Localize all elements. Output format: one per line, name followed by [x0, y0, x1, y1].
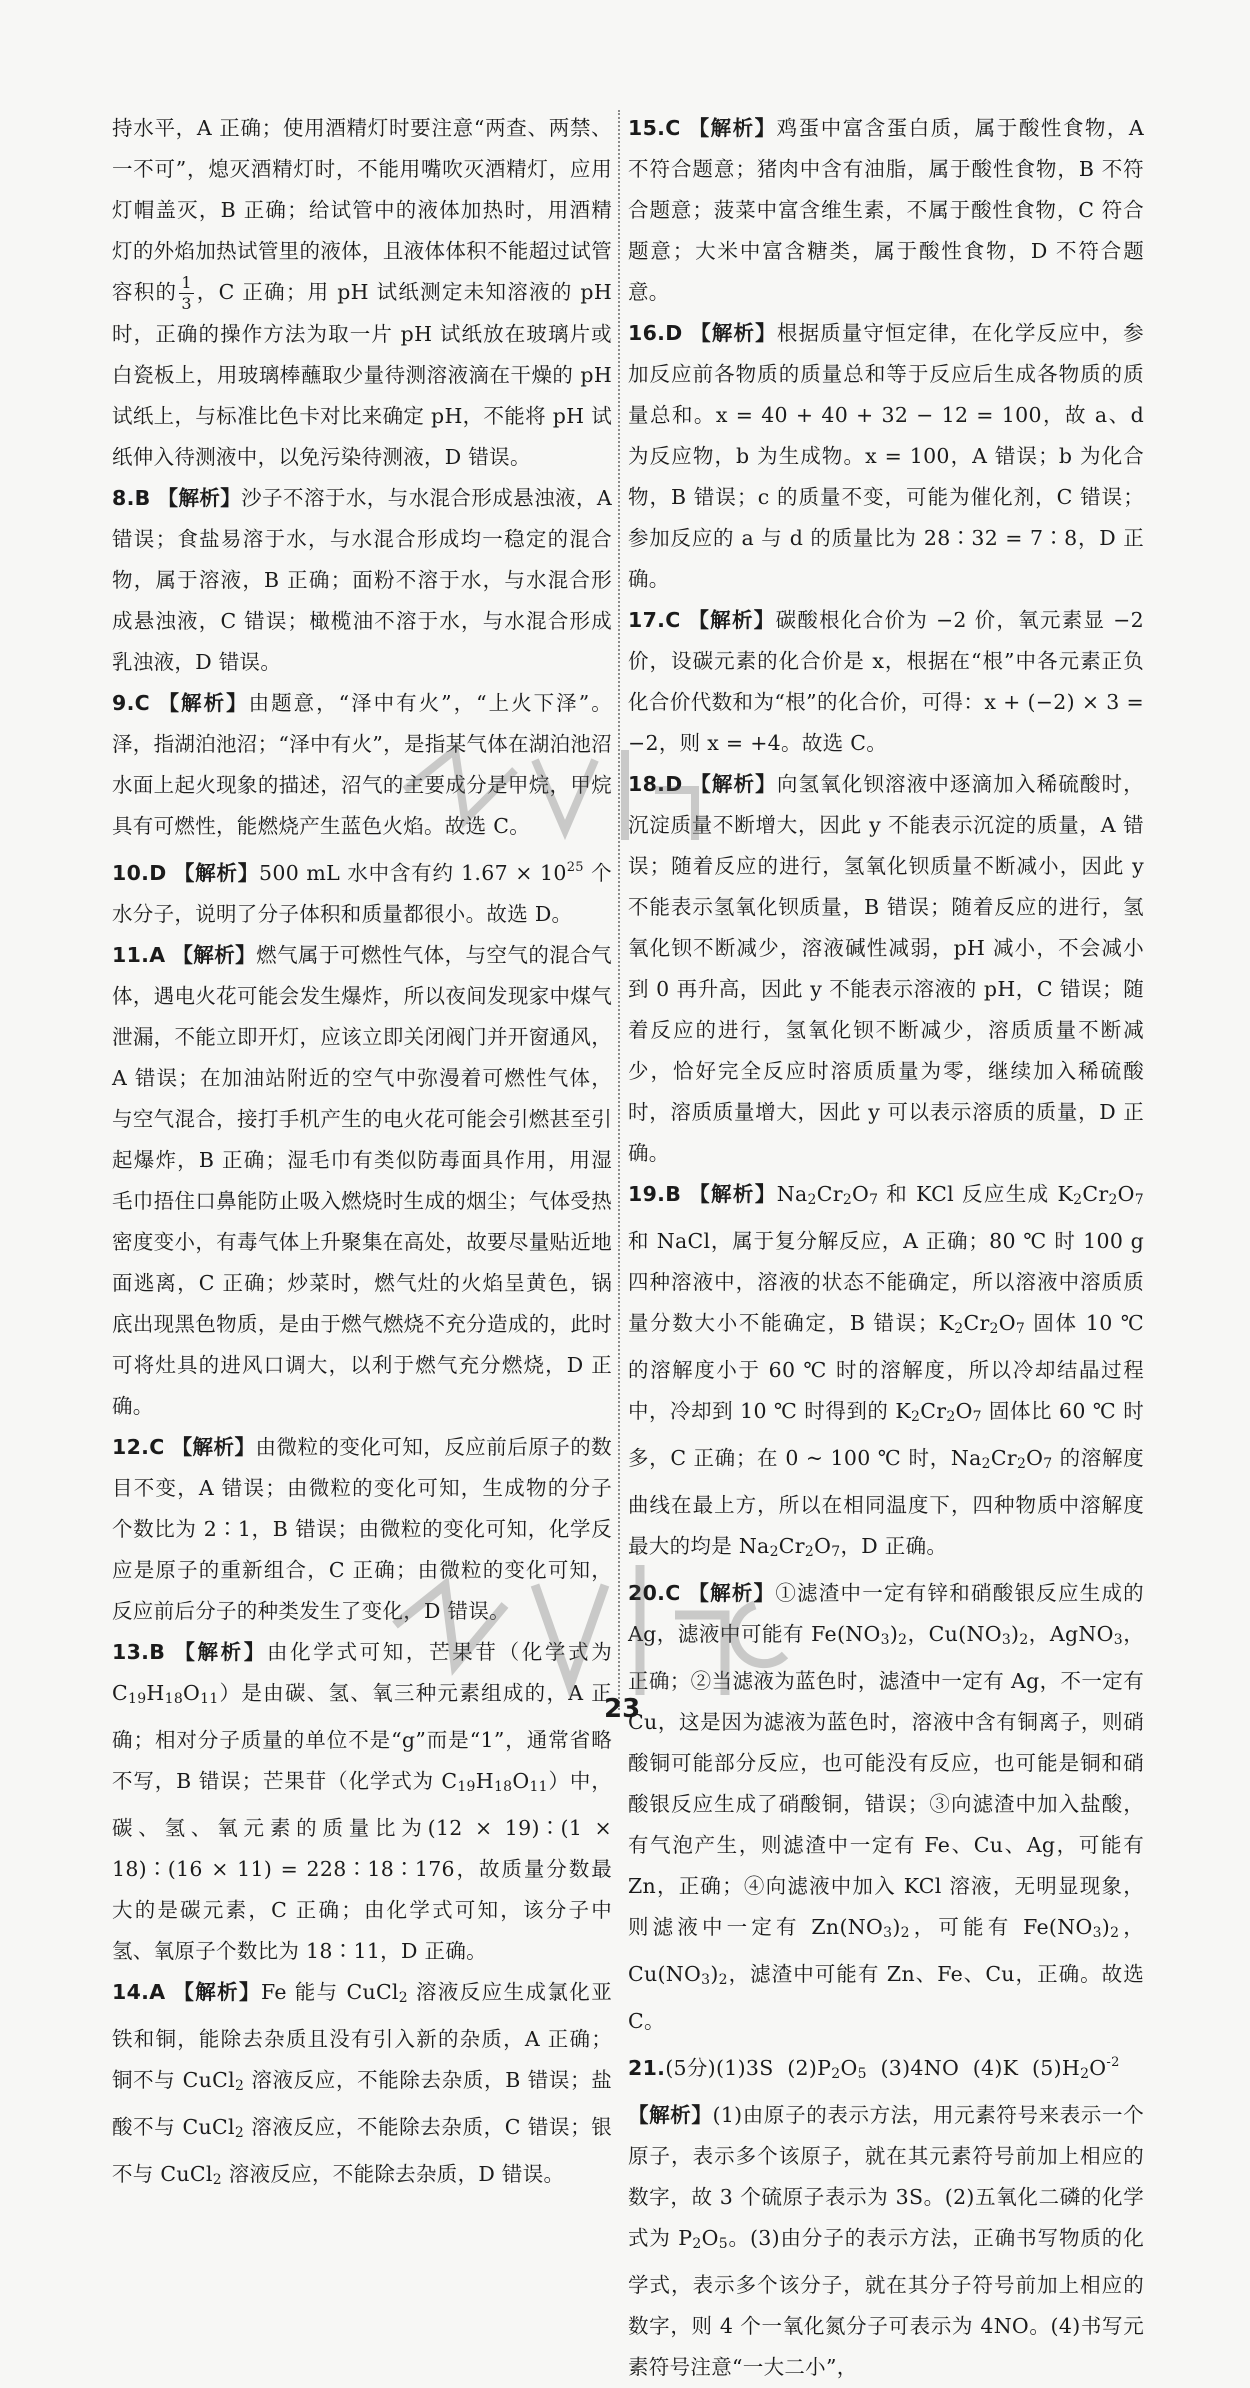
answer-11: 11.A 【解析】燃气属于可燃性气体，与空气的混合气体，遇电火花可能会发生爆炸，所以夜间发现家中煤气泄漏，不能立即开灯，应该立即关闭阀门并开窗通风，A 错误；在加油站附近的空气中弥漫着可燃性气体，与空气混合，接打手机产生的电火花可能会引燃甚至引起爆炸，B 正确；湿毛巾有类似防毒面具作用，用湿毛巾捂住口鼻能防止吸入燃烧时生成的烟尘；气体受热密度变小，有毒气体上升聚集在高处，故要尽量贴近地面逃离，C 正确；炒菜时，燃气灶的火焰呈黄色，锅底出现黑色物质，是由于燃气燃烧不充分造成的，此时可将灶具的进风口调大，以利于燃气充分燃烧，D 正确。 — [112, 943, 612, 1418]
answer-17: 17.C 【解析】碳酸根化合价为 −2 价，氧元素显 −2 价，设碳元素的化合价是 x，根据在“根”中各元素正负化合价代数和为“根”的化合价，可得：x + (−2) × 3 = −2，则 x = +4。故选 C。 — [628, 608, 1144, 755]
answer-19: 19.B 【解析】$Na_2Cr_2O_7$ 和 KCl 反应生成 $K_2Cr_2O_7$ 和 NaCl，属于复分解反应，A 正确；80 ℃ 时 100 g 四种溶液中，溶液的状态不能确定，所以溶液中溶质质量分数大小不能确定，B 错误；$K_2Cr_2O_7$ 固体 10 ℃ 的溶解度小于 60 ℃ 时的溶解度，所以冷却结晶过程中，冷却到 10 ℃ 时得到的 $K_2Cr_2O_7$ 固体比 60 ℃ 时多，C 正确；在 0 ~ 100 ℃ 时，$Na_2Cr_2O_7$ 的溶解度曲线在最上方，所以在相同温度下，四种物质中溶解度最大的均是 $Na_2Cr_2O_7$，D 正确。 — [628, 1182, 1145, 1560]
watermark-graphic — [395, 730, 755, 860]
answer-12: 12.C 【解析】由微粒的变化可知，反应前后原子的数目不变，A 错误；由微粒的变化可知，生成物的分子个数比为 2∶1，B 错误；由微粒的变化可知，化学反应是原子的重新组合，C 正确；由微粒的变化可知，反应前后分子的种类发生了变化，D 错误。 — [112, 1435, 612, 1623]
answer-20: 20.C 【解析】①滤渣中一定有锌和硝酸银反应生成的 Ag，滤液中可能有 $Fe(NO_3)_2$，$Cu(NO_3)_2$，AgNO$_3$，正确；②当滤液为蓝色时，滤渣中一定有 Ag，不一定有 Cu，这是因为滤液为蓝色时，溶液中含有铜离子，则硝酸铜可能部分反应，也可能没有反应，也可能是铜和硝酸银反应生成了硝酸铜，错误；③向滤渣中加入盐酸，有气泡产生，则滤渣中一定有 Fe、Cu、Ag，可能有 Zn，正确；④向滤液中加入 KCl 溶液，无明显现象，则滤液中一定有 $Zn(NO_3)_2$，可能有 $Fe(NO_3)_2$，$Cu(NO_3)_2$，滤渣中可能有 Zn、Fe、Cu，正确。故选 C。 — [628, 1581, 1144, 2033]
page-number: 23 — [604, 1694, 641, 1724]
fraction: $\frac{1}{3}$ — [181, 273, 192, 313]
right-column — [628, 108, 1144, 2388]
answer-21: 21.(5分)(1)3S $(2)P_2O_5$ (3)4NO (4)K $(5)H_2O^{-2}$ 【解析】(1)由原子的表示方法，用元素符号来表示一个原子，表示多个该原子，就在其元素符号前加上相应的数字，故 3 个硫原子表示为 3S。(2)五氧化二磷的化学式为 $P_2O_5$。(3)由分子的表示方法，正确书写物质的化学式，表示多个该分子，就在其分子符号前加上相应的数字，则 4 个一氧化氮分子可表示为 4NO。(4)书写元素符号注意“一大二小”， — [628, 2055, 1144, 2379]
answer-15: 15.C 【解析】鸡蛋中富含蛋白质，属于酸性食物，A 不符合题意；猪肉中含有油脂，属于酸性食物，B 不符合题意；菠菜中富含维生素，不属于酸性食物，C 符合题意；大米中富含糖类，属于酸性食物，D 不符合题意。 — [628, 116, 1144, 304]
answer-9: 9.C 【解析】由题意，“泽中有火”，“上火下泽”。泽，指湖泊池沼；“泽中有火”，是指某气体在湖泊池沼水面上起火现象的描述，沼气的主要成分是甲烷，甲烷具有可燃性，能燃烧产生蓝色火焰。故选 C。 — [112, 691, 612, 838]
answer-8: 8.B 【解析】沙子不溶于水，与水混合形成悬浊液，A 错误；食盐易溶于水，与水混合形成均一稳定的混合物，属于溶液，B 正确；面粉不溶于水，与水混合形成悬浊液，C 错误；橄榄油不溶于水，与水混合形成乳浊液，D 错误。 — [112, 486, 612, 674]
column-divider — [618, 110, 620, 1710]
answer-13: 13.B 【解析】由化学式可知，芒果苷（化学式为 $C_{19}H_{18}O_{11}$）是由碳、氢、氧三种元素组成的，A 正确；相对分子质量的单位不是“g”而是“1”，通常省略不写，B 错误；芒果苷（化学式为 $C_{19}H_{18}O_{11}$）中，碳、氢、氧元素的质量比为(12 × 19)∶(1 × 18)∶(16 × 11) = 228∶18∶176，故质量分数最大的是碳元素，C 正确；由化学式可知，该分子中氢、氧原子个数比为 18∶11，D 正确。 — [112, 1640, 613, 1963]
answer-14: 14.A 【解析】Fe 能与 CuCl$_2$ 溶液反应生成氯化亚铁和铜，能除去杂质且没有引入新的杂质，A 正确；铜不与 CuCl$_2$ 溶液反应，不能除去杂质，B 错误；盐酸不与 CuCl$_2$ 溶液反应，不能除去杂质，C 错误；银不与 CuCl$_2$ 溶液反应，不能除去杂质，D 错误。 — [112, 1980, 613, 2188]
answer-10: 10.D 【解析】500 mL 水中含有约 $1.67 \times 10^{25}$ 个水分子，说明了分子体积和质量都很小。故选 D。 — [112, 860, 612, 926]
watermark-graphic-bottom — [385, 1545, 805, 1715]
answer-16: 16.D 【解析】根据质量守恒定律，在化学反应中，参加反应前各物质的质量总和等于反应后生成各物质的质量总和。x = 40 + 40 + 32 − 12 = 100，故 a、d 为反应物，b 为生成物。x = 100，A 错误；b 为化合物，B 错误；c 的质量不变，可能为催化剂，C 错误；参加反应的 a 与 d 的质量比为 28∶32 = 7∶8，D 正确。 — [628, 321, 1144, 591]
answer-18: 18.D 【解析】向氢氧化钡溶液中逐滴加入稀硫酸时，沉淀质量不断增大，因此 y 不能表示沉淀的质量，A 错误；随着反应的进行，氢氧化钡质量不断减小，因此 y 不能表示氢氧化钡质量，B 错误；随着反应的进行，氢氧化钡不断减少，溶液碱性减弱，pH 减小，不会减小到 0 再升高，因此 y 不能表示溶液的 pH，C 错误；随着反应的进行，氢氧化钡不断减少，溶质质量不断减少，恰好完全反应时溶质质量为零，继续加入稀硫酸时，溶质质量增大，因此 y 可以表示溶质的质量，D 正确。 — [628, 772, 1144, 1165]
q7-continuation: 持水平，A 正确；使用酒精灯时要注意“两查、两禁、一不可”，熄灭酒精灯时，不能用嘴吹灭酒精灯，应用灯帽盖灭，B 正确；给试管中的液体加热时，用酒精灯的外焰加热试管里的液体，且液体体积不能超过试管容积的 $\frac{1}{3}$ ，C 正确；用 pH 试纸测定未知溶液的 pH 时，正确的操作方法为取一片 pH 试纸放在玻璃片或白瓷板上，用玻璃棒蘸取少量待测溶液滴在干燥的 pH 试纸上，与标准比色卡对比来确定 pH，不能将 pH 试纸伸入待测液中，以免污染待测液，D 错误。 — [112, 116, 612, 469]
left-column — [112, 108, 612, 2201]
